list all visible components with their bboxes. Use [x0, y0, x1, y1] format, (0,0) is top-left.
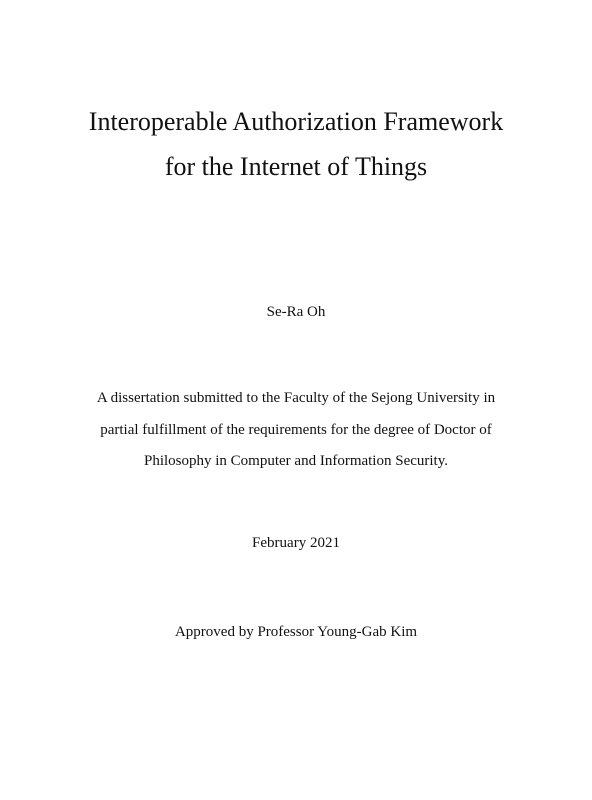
statement-line-2: partial fulfillment of the requirements for the degree of Doctor of — [100, 422, 492, 438]
statement-line-1: A dissertation submitted to the Faculty of the Sejong University in — [96, 390, 496, 406]
statement-line-3: Philosophy in Computer and Information Security. — [144, 453, 448, 469]
submission-date: February 2021 — [252, 535, 340, 551]
title-line-2: for the Internet of Things — [164, 152, 428, 181]
approval-statement: Approved by Professor Young-Gab Kim — [174, 624, 418, 640]
title-line-1: Interoperable Authorization Framework — [88, 107, 504, 136]
author-name: Se-Ra Oh — [266, 304, 326, 320]
